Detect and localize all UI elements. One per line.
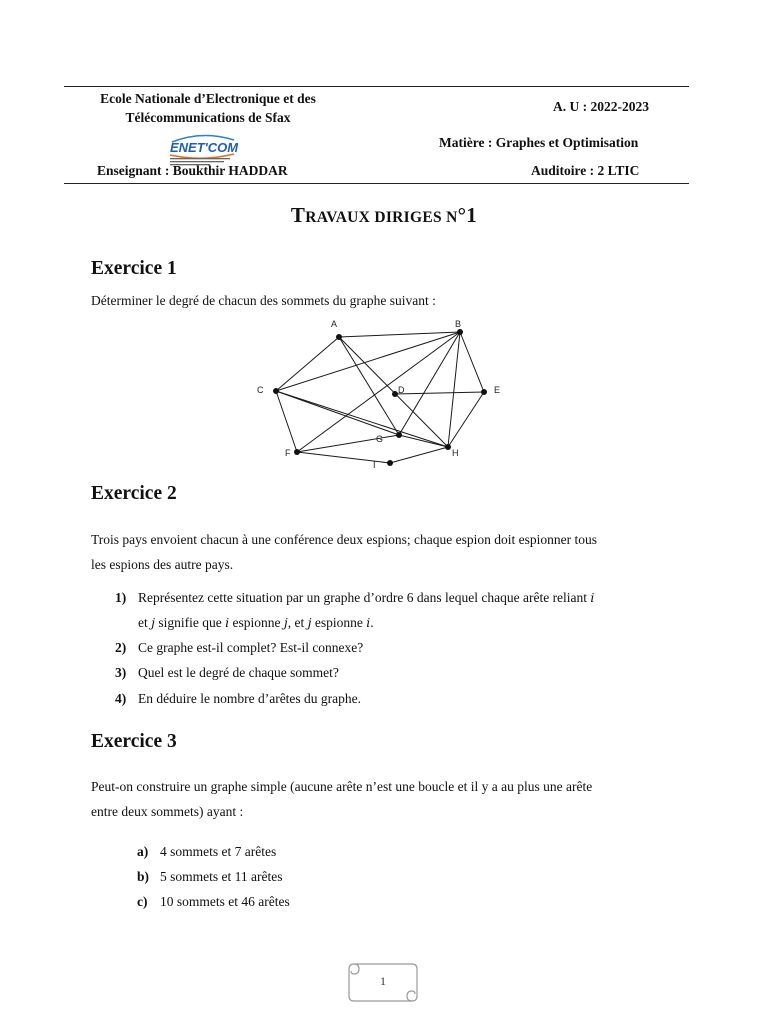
graph-vertex-G — [396, 432, 402, 438]
graph-vertex-F — [294, 449, 300, 455]
school-name-line2: Télécommunications de Sfax — [125, 110, 291, 125]
question-4: 4) En déduire le nombre d’arêtes du graphe. — [115, 691, 362, 706]
exercise-2-statement — [91, 527, 691, 577]
question-2: 2) Ce graphe est-il complet? Est-il connexe? — [115, 640, 364, 655]
exercise-1-statement: Déterminer le degré de chacun des sommets du graphe suivant : — [91, 293, 436, 308]
graph-vertex-label-G: G — [376, 434, 384, 444]
graph-edge-A-G — [339, 337, 399, 435]
graph-edge-D-E — [395, 392, 484, 394]
exercise-2-heading: Exercice 2 — [91, 483, 177, 504]
exercise-1-heading: Exercice 1 — [91, 258, 177, 279]
page-number: 1 — [380, 974, 386, 988]
school-name-line1: Ecole Nationale d’Electronique et des — [100, 91, 316, 106]
exercise-3-heading: Exercice 3 — [91, 731, 177, 752]
exercise-3-statement — [91, 774, 691, 824]
academic-year: A. U : 2022-2023 — [553, 99, 649, 114]
subject: Matière : Graphes et Optimisation — [439, 135, 639, 150]
page-number-scroll — [346, 958, 420, 1006]
exercise-2-statement-line2: les espions des autre pays. — [91, 557, 234, 572]
graph-edge-C-G — [276, 391, 399, 435]
exercise-3-statement-line1: Peut-on construire un graphe simple (aucune arête n’est une boucle et il y a au plus une arête — [91, 779, 593, 794]
graph-edge-F-I — [297, 452, 390, 463]
graph-edge-I-H — [390, 447, 448, 463]
graph-vertex-label-A: A — [331, 319, 338, 329]
graph-edge-A-B — [339, 332, 460, 337]
graph-vertex-label-C: C — [257, 385, 264, 395]
graph-vertex-C — [273, 388, 279, 394]
graph-edge-C-H — [276, 391, 448, 447]
header-top-rule — [64, 86, 689, 87]
question-1-line2: et j signifie que i espionne j, et j espionne i. — [138, 615, 374, 630]
school-name — [80, 89, 336, 127]
graph-vertex-label-E: E — [494, 385, 501, 395]
question-1: 1) Représentez cette situation par un graphe d’ordre 6 dans lequel chaque arête reliant i — [115, 590, 595, 605]
graph-edge-C-F — [276, 391, 297, 452]
graph-vertex-B — [457, 329, 463, 335]
graph-vertex-label-D: D — [398, 385, 405, 395]
graph-edge-C-B — [276, 332, 460, 391]
exercise-1-graph — [250, 314, 510, 474]
graph-vertex-label-B: B — [455, 319, 462, 329]
question-3: 3) Quel est le degré de chaque sommet? — [115, 665, 339, 680]
item-a: a) 4 sommets et 7 arêtes — [137, 844, 277, 859]
graph-edge-F-G — [297, 435, 399, 452]
exercise-3-statement-line2: entre deux sommets) ayant : — [91, 804, 244, 819]
item-b: b) 5 sommets et 11 arêtes — [137, 869, 283, 884]
exercise-2-statement-line1: Trois pays envoient chacun à une conférence deux espions; chaque espion doit espionner tous — [91, 532, 597, 547]
graph-vertex-label-H: H — [452, 448, 459, 458]
page-title: TRAVAUX DIRIGES N°1 — [290, 203, 478, 227]
graph-edge-E-H — [448, 392, 484, 447]
graph-vertex-E — [481, 389, 487, 395]
graph-vertex-H — [445, 444, 451, 450]
graph-edge-B-E — [460, 332, 484, 392]
auditorium: Auditoire : 2 LTIC — [531, 163, 640, 178]
graph-vertex-label-F: F — [285, 448, 291, 458]
graph-edge-A-C — [276, 337, 339, 391]
graph-edge-G-H — [399, 435, 448, 447]
item-c: c) 10 sommets et 46 arêtes — [137, 894, 290, 909]
header-bottom-rule — [64, 183, 689, 184]
graph-vertex-I — [387, 460, 393, 466]
teacher: Enseignant : Boukthir HADDAR — [97, 163, 288, 178]
logo-text: ENET'COM — [170, 140, 238, 155]
graph-vertex-label-I: I — [373, 460, 376, 470]
graph-vertex-A — [336, 334, 342, 340]
